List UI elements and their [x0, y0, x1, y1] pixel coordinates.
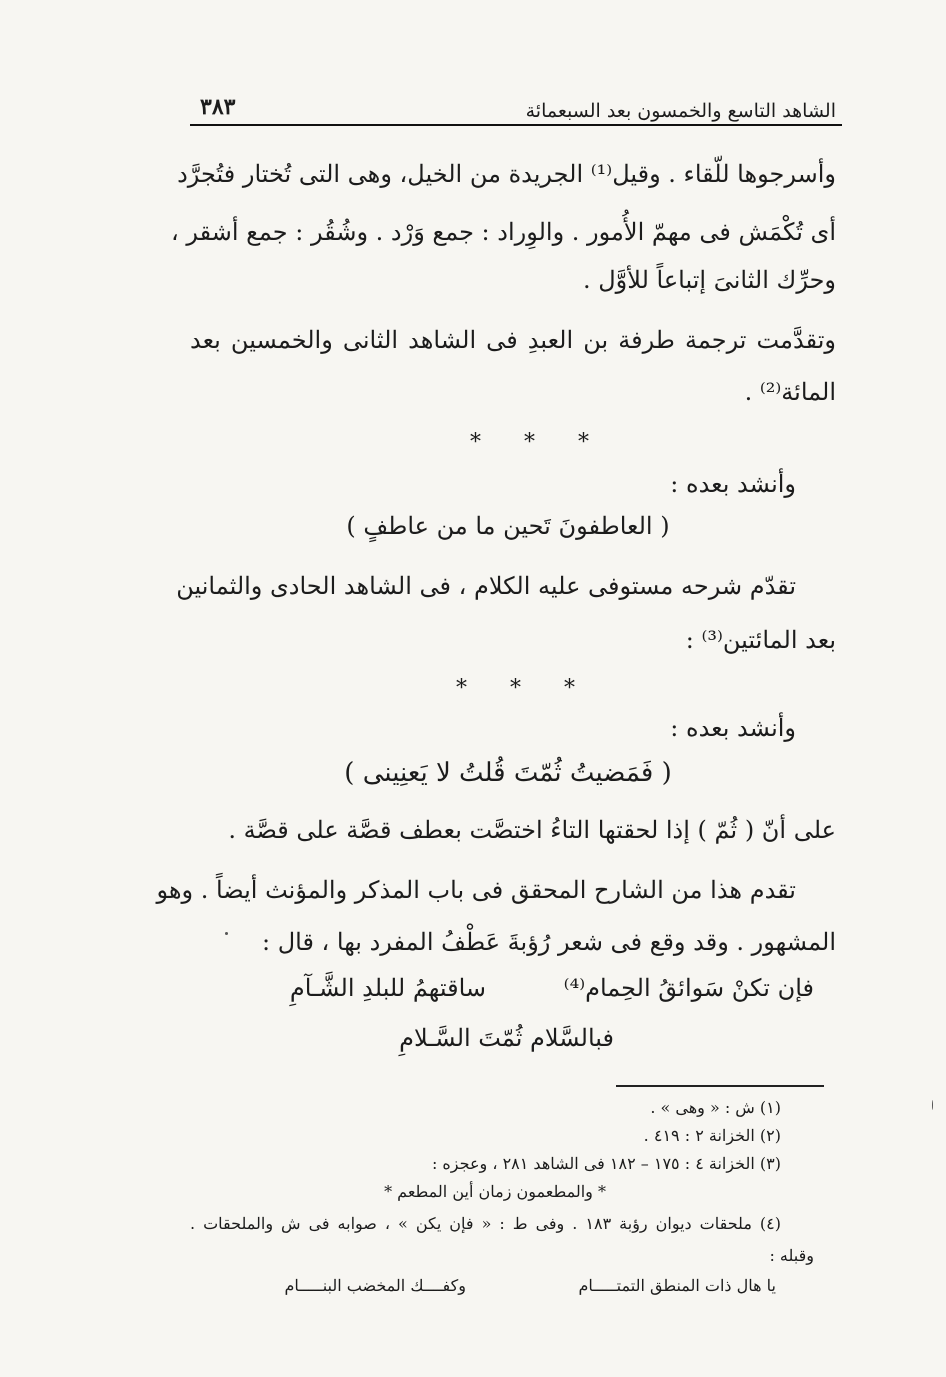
footnote: (١) ش : « وهى » . [650, 1098, 781, 1117]
body-line: بعد المائتين⁽³⁾ : [685, 626, 836, 654]
page-number: ٣٨٣ [200, 94, 236, 120]
section-separator: * * * [470, 430, 607, 455]
page-header [192, 92, 840, 128]
body-line: وأسرجوها للّقاء . وقيل⁽¹⁾ الجريدة من الخيل، وهى التى تُختار فتُجرَّد [177, 160, 836, 188]
body-line: المشهور . وقد وقع فى شعر رُؤبةَ عَطْفُ المفرد بها ، قال : [261, 928, 836, 956]
poem-verse-line: فبالسَّلام ثُمّتَ السَّـلامِ [399, 1024, 614, 1052]
body-line: أى تُكْمَش فى مهمّ الأُمور . والوِراد : جمع وَرْد . وشُقُر : جمع أشقر ، [170, 218, 836, 246]
body-line: وحرِّك الثانىَ إتباعاً للأوَّل . [582, 266, 836, 294]
body-line: على أنّ ( ثُمّ ) إذا لحقتها التاءُ اختصَّت بعطف قصَّة على قصَّة . [228, 816, 836, 844]
body-line: تقدّم شرحه مستوفى عليه الكلام ، فى الشاهد الحادى والثمانين [176, 572, 796, 600]
section-intro: وأنشد بعده : [670, 714, 796, 742]
footnote-rule [616, 1085, 824, 1087]
footnote: (٢) الخزانة ٢ : ٤١٩ . [643, 1126, 781, 1145]
body-line: المائة⁽²⁾ . [744, 378, 836, 406]
section-separator: * * * [456, 676, 593, 701]
header-rule [190, 124, 842, 126]
running-title: الشاهد التاسع والخمسون بعد السبعمائة [525, 100, 836, 122]
body-line: وتقدَّمت ترجمة طرفة بن العبدِ فى الشاهد الثانى والخمسين بعد [190, 326, 836, 354]
poem-hemistich-left: ساقتهمُ للبلدِ الشَّـآمِ [289, 974, 486, 1002]
section-intro: وأنشد بعده : [670, 470, 796, 498]
scan-speck [225, 932, 228, 935]
footnote: (٤) ملحقات ديوان رؤبة ١٨٣ . وفى ط : « فإن يكن » ، صوابه فى ش والملحقات . [190, 1214, 781, 1233]
quoted-verse: ( العاطفونَ تَحين ما من عاطفٍ ) [346, 512, 670, 540]
footnote: وقبله : [769, 1246, 814, 1265]
scan-speck [932, 1100, 933, 1110]
poem-hemistich-right: فإن تكنْ سَوائقُ الحِمام⁽⁴⁾ [563, 974, 814, 1002]
footnote: (٣) الخزانة ٤ : ١٧٥ – ١٨٢ فى الشاهد ٢٨١ ، وعجزه : [431, 1154, 781, 1173]
quoted-verse: ( فَمَضيتُ ثُمّتَ قُلتُ لا يَعنِينى ) [344, 758, 672, 788]
footnote-hemistich-right: يا هال ذات المنطق التمتـــــام [578, 1276, 776, 1295]
footnote-verse: * والمطعمون زمان أين المطعم * [384, 1182, 606, 1201]
footnote-hemistich-left: وكفــــك المخضب البنـــــام [284, 1276, 466, 1295]
body-line: تقدم هذا من الشارح المحقق فى باب المذكر والمؤنث أيضاً . وهو [156, 876, 796, 904]
